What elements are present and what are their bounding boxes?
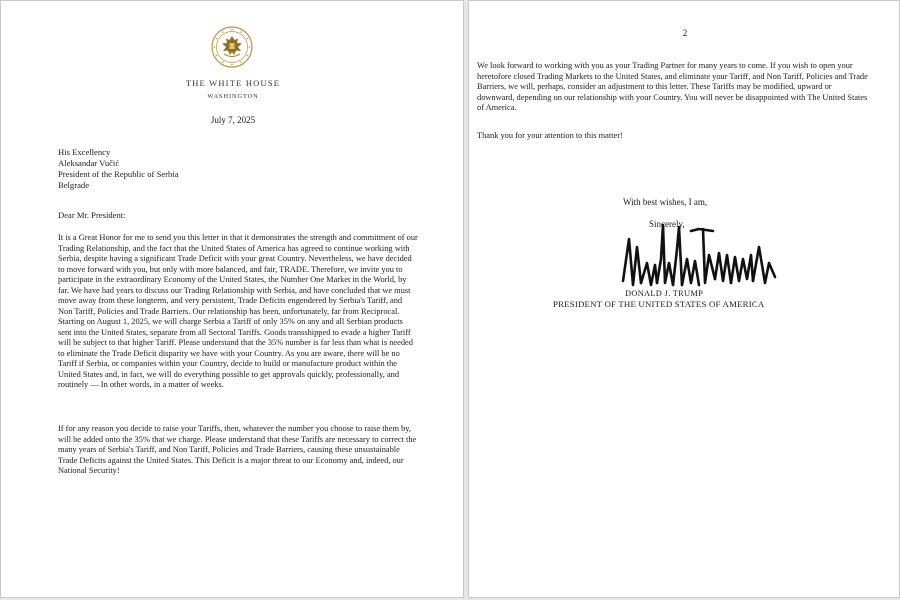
signer-name: DONALD J. TRUMP bbox=[625, 289, 704, 298]
recipient-address bbox=[58, 147, 179, 191]
letterhead-subtitle: WASHINGTON bbox=[207, 93, 259, 100]
sincerely-line: Sincerely, bbox=[649, 219, 685, 229]
recipient-line: Aleksandar Vučić bbox=[58, 158, 120, 168]
body-paragraph-4: Thank you for your attention to this matter! bbox=[477, 131, 623, 140]
body-paragraph-1: It is a Great Honor for me to send you this letter in that it demonstrates the strength and commitment of our Trading Relationship, and the fact that the United States of America has agreed to continue working with Serbia, despite having a significant Trade Deficit with your great Country. Nevertheless, we have decided to move forward with you, but only with more balanced, and fair, TRADE. Therefore, we invite you to participate in the extraordinary Economy of the United States, the Number One Market in the World, by far. We have had years to discuss our Trading Relationship with Serbia, and have concluded that we must move away from these longterm, and very persistent, Trade Deficits engendered by Serbia's Tariff, and Non Tariff, Policies and Trade Barriers. Our relationship has been, unfortunately, far from Reciprocal. Starting on August 1, 2025, we will charge Serbia a Tariff of only 35% on any and all Serbian products sent into the United States, separate from all Sectoral Tariffs. Goods transshipped to evade a higher Tariff will be subject to that higher Tariff. Please understand that the 35% number is far less than what is needed to eliminate the Trade Deficit disparity we have with your Country. As you are aware, there will be no Tariff if Serbia, or companies within your Country, decide to build or manufacture product within the United States and, in fact, we will do everything possible to get approvals quickly, professionally, and routinely — In other words, in a matter of weeks. bbox=[58, 233, 418, 389]
recipient-line: His Excellency bbox=[58, 147, 111, 157]
letter-page-2 bbox=[468, 0, 900, 598]
closing-line: With best wishes, I am, bbox=[623, 197, 708, 207]
presidential-seal-icon bbox=[211, 26, 253, 68]
recipient-line: Belgrade bbox=[58, 180, 90, 190]
letterhead-title: THE WHITE HOUSE bbox=[185, 78, 281, 88]
handwritten-signature bbox=[619, 219, 779, 297]
body-paragraph-3: We look forward to working with you as your Trading Partner for many years to come. If you wish to open your heretofore closed Trading Markets to the United States, and eliminate your Tariff, and Non Tariff, Policies and Trade Barriers, we will, perhaps, consider an adjustment to this letter. These Tariffs may be modified, upward or downward, depending on our relationship with your Country. You will never be disappointed with The United States of America. bbox=[477, 61, 868, 112]
letter-date: July 7, 2025 bbox=[210, 115, 256, 125]
body-paragraph-2: If for any reason you decide to raise your Tariffs, then, whatever the number you choose to raise them by, will be added onto the 35% that we charge. Please understand that these Tariffs are necessary to correct the many years of Serbia's Tariff, and Non Tariff, Policies and Trade Barriers, causing these unsustainable Trade Deficits against the United States. This Deficit is a major threat to our Economy and, indeed, our National Security! bbox=[58, 424, 417, 475]
signer-title: PRESIDENT OF THE UNITED STATES OF AMERICA bbox=[553, 299, 765, 309]
salutation: Dear Mr. President: bbox=[58, 210, 126, 220]
recipient-line: President of the Republic of Serbia bbox=[58, 169, 179, 179]
page-number: 2 bbox=[682, 28, 688, 38]
